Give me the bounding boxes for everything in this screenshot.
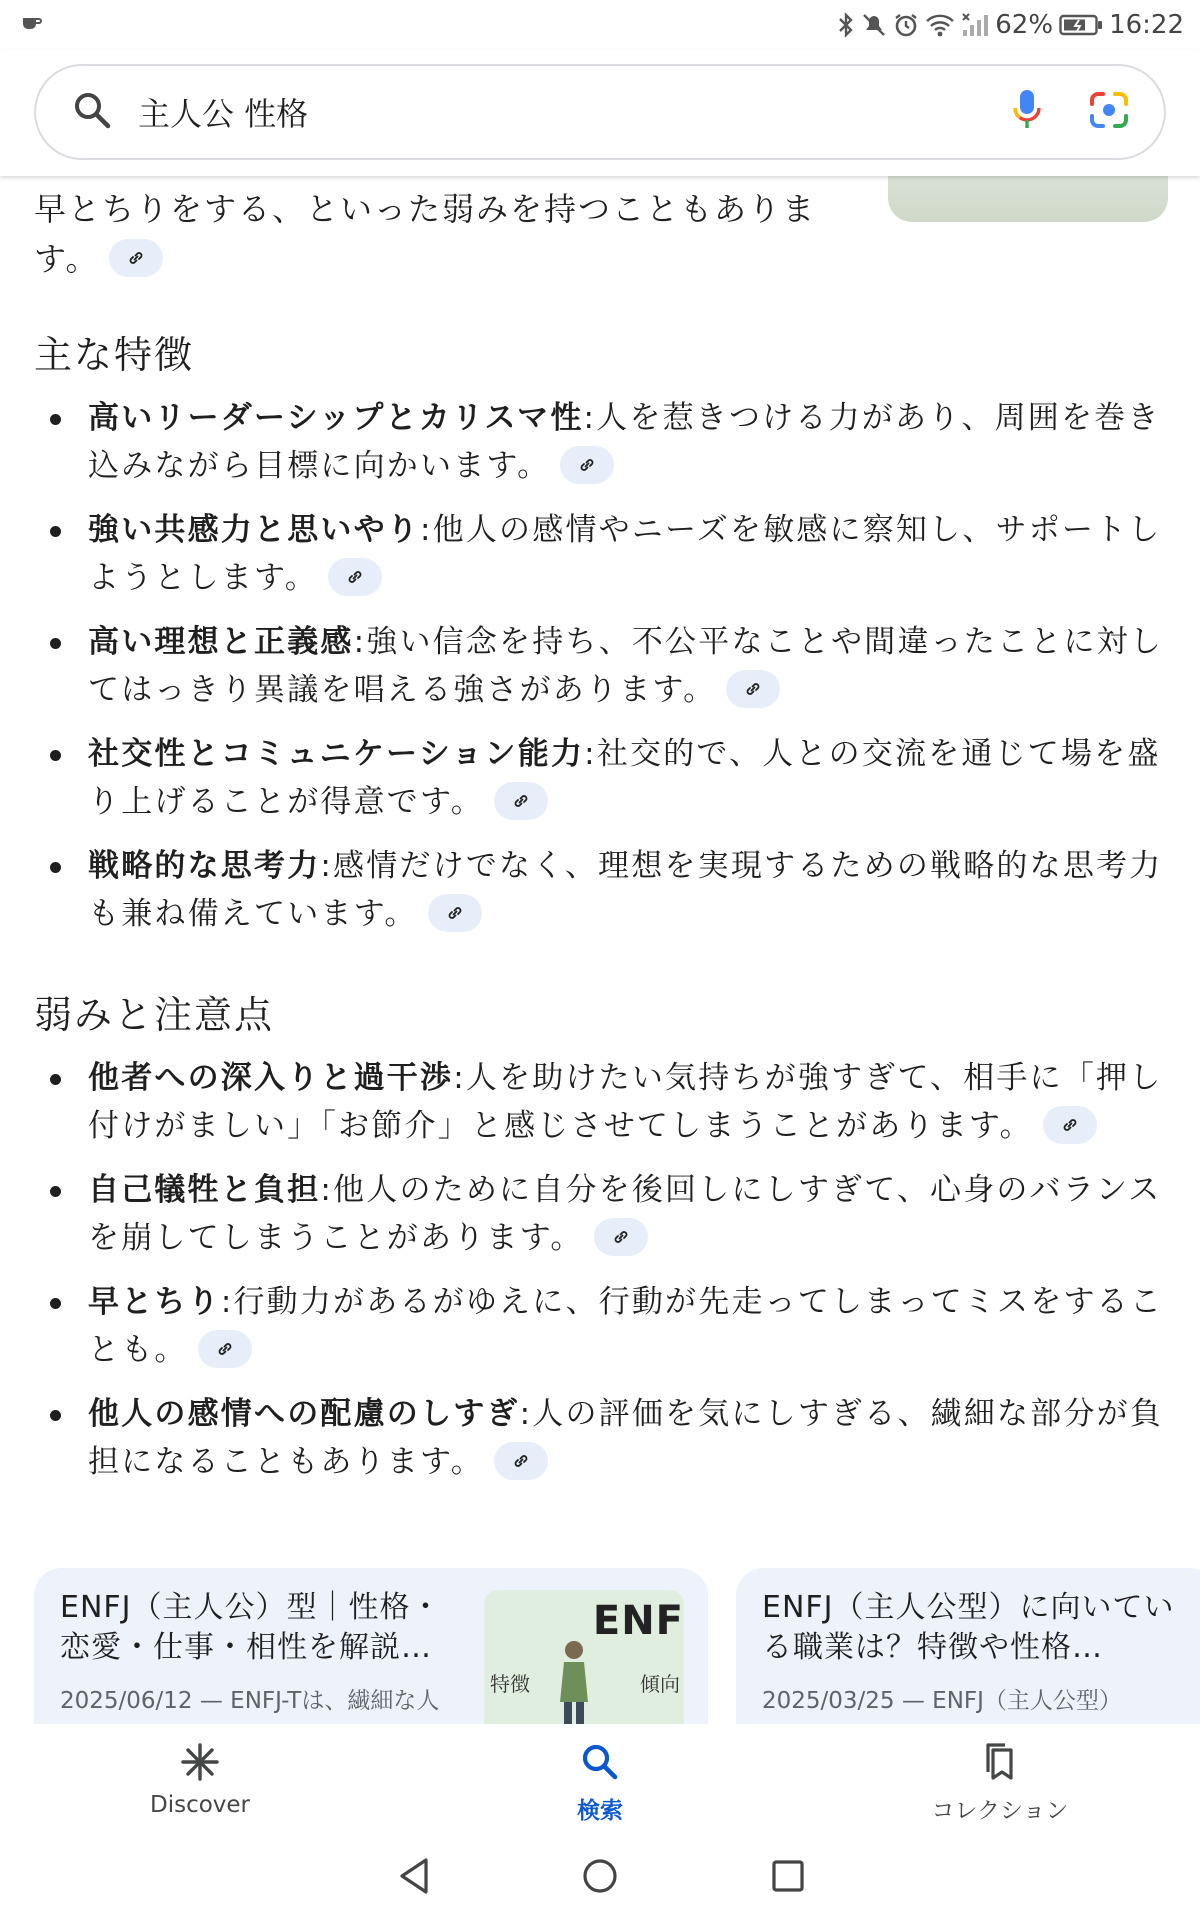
battery-icon bbox=[1059, 13, 1103, 37]
search-bar[interactable] bbox=[34, 64, 1166, 160]
source-link-chip[interactable] bbox=[1043, 1106, 1097, 1144]
bottom-navigation bbox=[0, 1724, 1200, 1834]
source-card[interactable] bbox=[736, 1568, 1200, 1724]
weaknesses-list bbox=[34, 1054, 1164, 1502]
mute-icon bbox=[861, 12, 887, 38]
link-icon bbox=[126, 248, 146, 268]
source-link-chip[interactable] bbox=[494, 782, 548, 820]
google-lens-icon[interactable] bbox=[1088, 90, 1130, 134]
source-link-chip[interactable] bbox=[109, 239, 163, 277]
intro-paragraph bbox=[34, 184, 834, 284]
list-item: 強い共感力と思いやり:他人の感情やニーズを敏感に察知し、サポートしようとします。 bbox=[34, 506, 1164, 602]
source-link-chip[interactable] bbox=[198, 1330, 252, 1368]
bookmarks-icon[interactable] bbox=[980, 1742, 1020, 1786]
search-icon[interactable] bbox=[580, 1742, 620, 1786]
features-list bbox=[34, 394, 1164, 954]
person-illustration bbox=[554, 1636, 594, 1724]
link-icon bbox=[743, 679, 763, 699]
link-icon bbox=[345, 567, 365, 587]
nav-label[interactable]: コレクション bbox=[931, 1798, 1069, 1824]
list-item: 他人の感情への配慮のしすぎ:人の評価を気にしすぎる、繊細な部分が負担になることもあります。 bbox=[34, 1390, 1164, 1486]
link-icon bbox=[511, 1451, 531, 1471]
link-icon bbox=[611, 1227, 631, 1247]
link-icon bbox=[215, 1339, 235, 1359]
list-item: 社交性とコミュニケーション能力:社交的で、人との交流を通じて場を盛り上げることが得意です。 bbox=[34, 730, 1164, 826]
list-item: 高いリーダーシップとカリスマ性:人を惹きつける力があり、周囲を巻き込みながら目標に向かいます。 bbox=[34, 394, 1164, 490]
nav-label[interactable]: 検索 bbox=[577, 1798, 623, 1824]
source-link-chip[interactable] bbox=[428, 894, 482, 932]
battery-percent: 62% bbox=[995, 10, 1054, 40]
source-card-title[interactable]: ENFJ（主人公）型｜性格・恋愛・仕事・相性を解説… bbox=[60, 1590, 442, 1665]
signal-icon bbox=[961, 12, 989, 38]
alarm-icon bbox=[893, 12, 919, 38]
wifi-icon bbox=[925, 12, 955, 38]
clock: 16:22 bbox=[1109, 10, 1184, 40]
link-icon bbox=[511, 791, 531, 811]
ai-overview-content bbox=[0, 176, 1200, 1724]
section-title-weaknesses: 弱みと注意点 bbox=[34, 993, 275, 1037]
list-item: 高い理想と正義感:強い信念を持ち、不公平なことや間違ったことに対してはっきり異議を唱える強さがあります。 bbox=[34, 618, 1164, 714]
link-icon bbox=[1060, 1115, 1080, 1135]
source-card-meta: 2025/06/12 — ENFJ-Tは、繊細な人 bbox=[60, 1688, 440, 1714]
link-icon bbox=[445, 903, 465, 923]
list-item: 他者への深入りと過干渉:人を助けたい気持ちが強すぎて、相手に「押し付けがましい」「お節介」と感じさせてしまうことがあります。 bbox=[34, 1054, 1164, 1150]
source-card-title[interactable]: ENFJ（主人公型）に向いている職業は？特徴や性格… bbox=[762, 1590, 1175, 1665]
search-header bbox=[0, 50, 1200, 176]
link-icon bbox=[577, 455, 597, 475]
source-card[interactable] bbox=[34, 1568, 708, 1724]
nav-collections[interactable] bbox=[800, 1724, 1200, 1834]
source-link-chip[interactable] bbox=[594, 1218, 648, 1256]
back-icon[interactable] bbox=[396, 1856, 432, 1900]
nav-discover[interactable] bbox=[0, 1724, 400, 1834]
search-icon[interactable] bbox=[72, 90, 112, 134]
source-link-chip[interactable] bbox=[494, 1442, 548, 1480]
source-card-image[interactable]: ENF 特徴 傾向 bbox=[484, 1590, 684, 1724]
search-input[interactable]: 主人公 性格 bbox=[138, 95, 309, 133]
discover-asterisk-icon[interactable] bbox=[180, 1742, 220, 1786]
source-link-chip[interactable] bbox=[560, 446, 614, 484]
nav-search[interactable] bbox=[400, 1724, 800, 1834]
microphone-icon[interactable] bbox=[1012, 88, 1042, 136]
list-item: 戦略的な思考力:感情だけでなく、理想を実現するための戦略的な思考力も兼ね備えています。 bbox=[34, 842, 1164, 938]
bluetooth-icon bbox=[837, 12, 855, 38]
source-link-chip[interactable] bbox=[726, 670, 780, 708]
list-item: 自己犠牲と負担:他人のために自分を後回しにしすぎて、心身のバランスを崩してしまうことがあります。 bbox=[34, 1166, 1164, 1262]
source-card-meta: 2025/03/25 — ENFJ（主人公型） bbox=[762, 1688, 1122, 1714]
coffee-icon bbox=[22, 15, 42, 35]
source-thumbnail[interactable] bbox=[888, 176, 1168, 222]
list-item: 早とちり:行動力があるがゆえに、行動が先走ってしまってミスをすることも。 bbox=[34, 1278, 1164, 1374]
home-icon[interactable] bbox=[580, 1856, 620, 1900]
intro-text: 早とちりをする、といった弱みを持つこともあります。 bbox=[34, 190, 817, 278]
recents-icon[interactable] bbox=[768, 1856, 808, 1900]
system-navigation-bar bbox=[0, 1834, 1200, 1920]
nav-label[interactable]: Discover bbox=[149, 1792, 251, 1818]
section-title-features: 主な特徴 bbox=[34, 333, 195, 377]
source-link-chip[interactable] bbox=[328, 558, 382, 596]
status-bar bbox=[0, 0, 1200, 50]
